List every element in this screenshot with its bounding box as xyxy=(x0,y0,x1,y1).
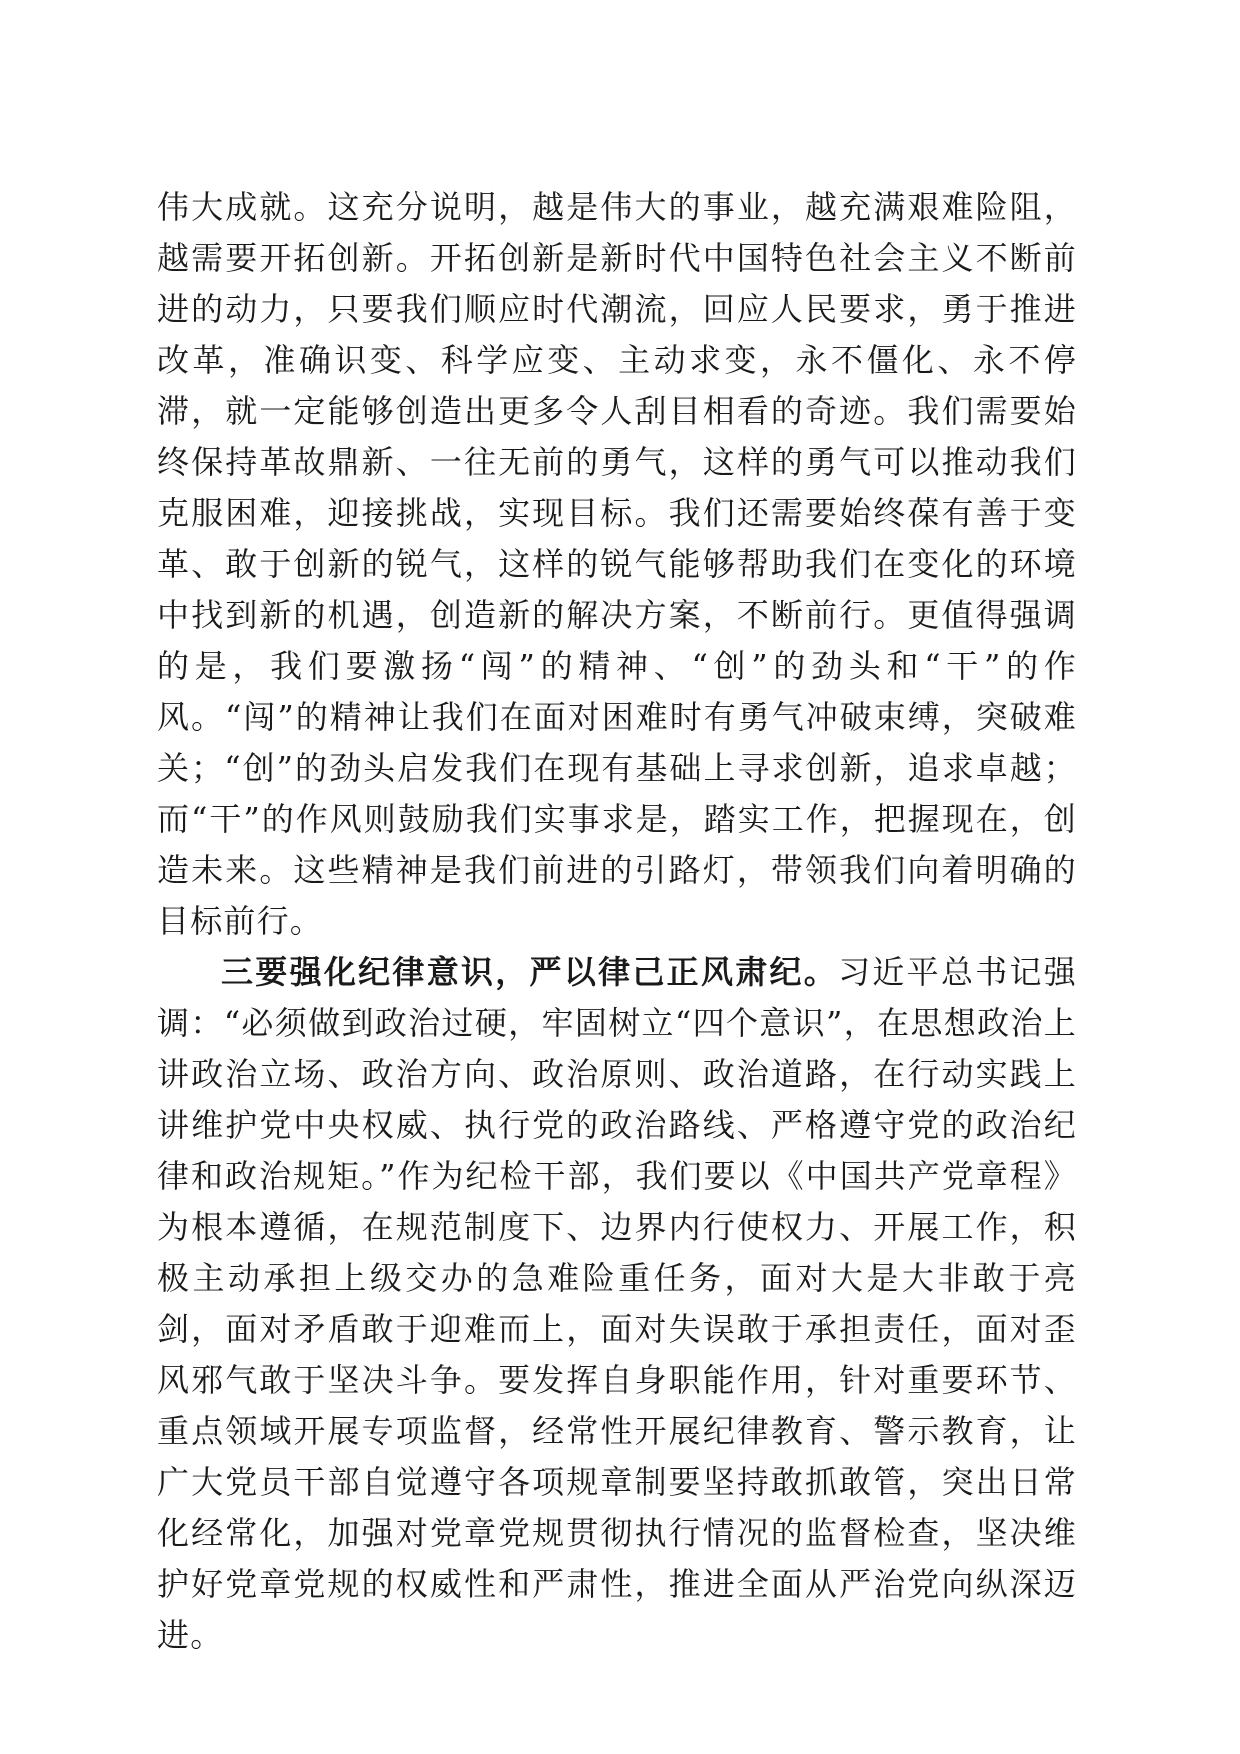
paragraph-continuation: 伟大成就。这充分说明，越是伟大的事业，越充满艰难险阻，越需要开拓创新。开拓创新是新时代中国特色社会主义不断前进的动力，只要我们顺应时代潮流，回应人民要求，勇于推进改革，准确识变、科学应变、主动求变，永不僵化、永不停滞，就一定能够创造出更多令人刮目相看的奇迹。我们需要始终保持革故鼎新、一往无前的勇气，这样的勇气可以推动我们克服困难，迎接挑战，实现目标。我们还需要始终葆有善于变革、敢于创新的锐气，这样的锐气能够帮助我们在变化的环境中找到新的机遇，创造新的解决方案，不断前行。更值得强调的是，我们要激扬“闯”的精神、“创”的劲头和“干”的作风。“闯”的精神让我们在面对困难时有勇气冲破束缚，突破难关；“创”的劲头启发我们在现有基础上寻求创新，追求卓越；而“干”的作风则鼓励我们实事求是，踏实工作，把握现在，创造未来。这些精神是我们前进的引路灯，带领我们向着明确的目标前行。 xyxy=(157,188,1077,940)
section-body: 习近平总书记强调：“必须做到政治过硬，牢固树立“四个意识”，在思想政治上讲政治立场、政治方向、政治原则、政治道路，在行动实践上讲维护党中央权威、执行党的政治路线、严格遵守党的政治纪律和政治规矩。”作为纪检干部，我们要以《中国共产党章程》为根本遵循，在规范制度下、边界内行使权力、开展工作，积极主动承担上级交办的急难险重任务，面对大是大非敢于亮剑，面对矛盾敢于迎难而上，面对失误敢于承担责任，面对歪风邪气敢于坚决斗争。要发挥自身职能作用，针对重要环节、重点领域开展专项监督，经常性开展纪律教育、警示教育，让广大党员干部自觉遵守各项规章制要坚持敢抓敢管，突出日常化经常化，加强对党章党规贯彻执行情况的监督检查，坚决维护好党章党规的权威性和严肃性，推进全面从严治党向纵深迈进。 xyxy=(157,953,1077,1654)
document-body xyxy=(157,182,1077,1661)
section-heading: 三要强化纪律意识，严以律己正风肃纪。 xyxy=(221,953,839,991)
paragraph-section-three xyxy=(157,947,1077,1661)
